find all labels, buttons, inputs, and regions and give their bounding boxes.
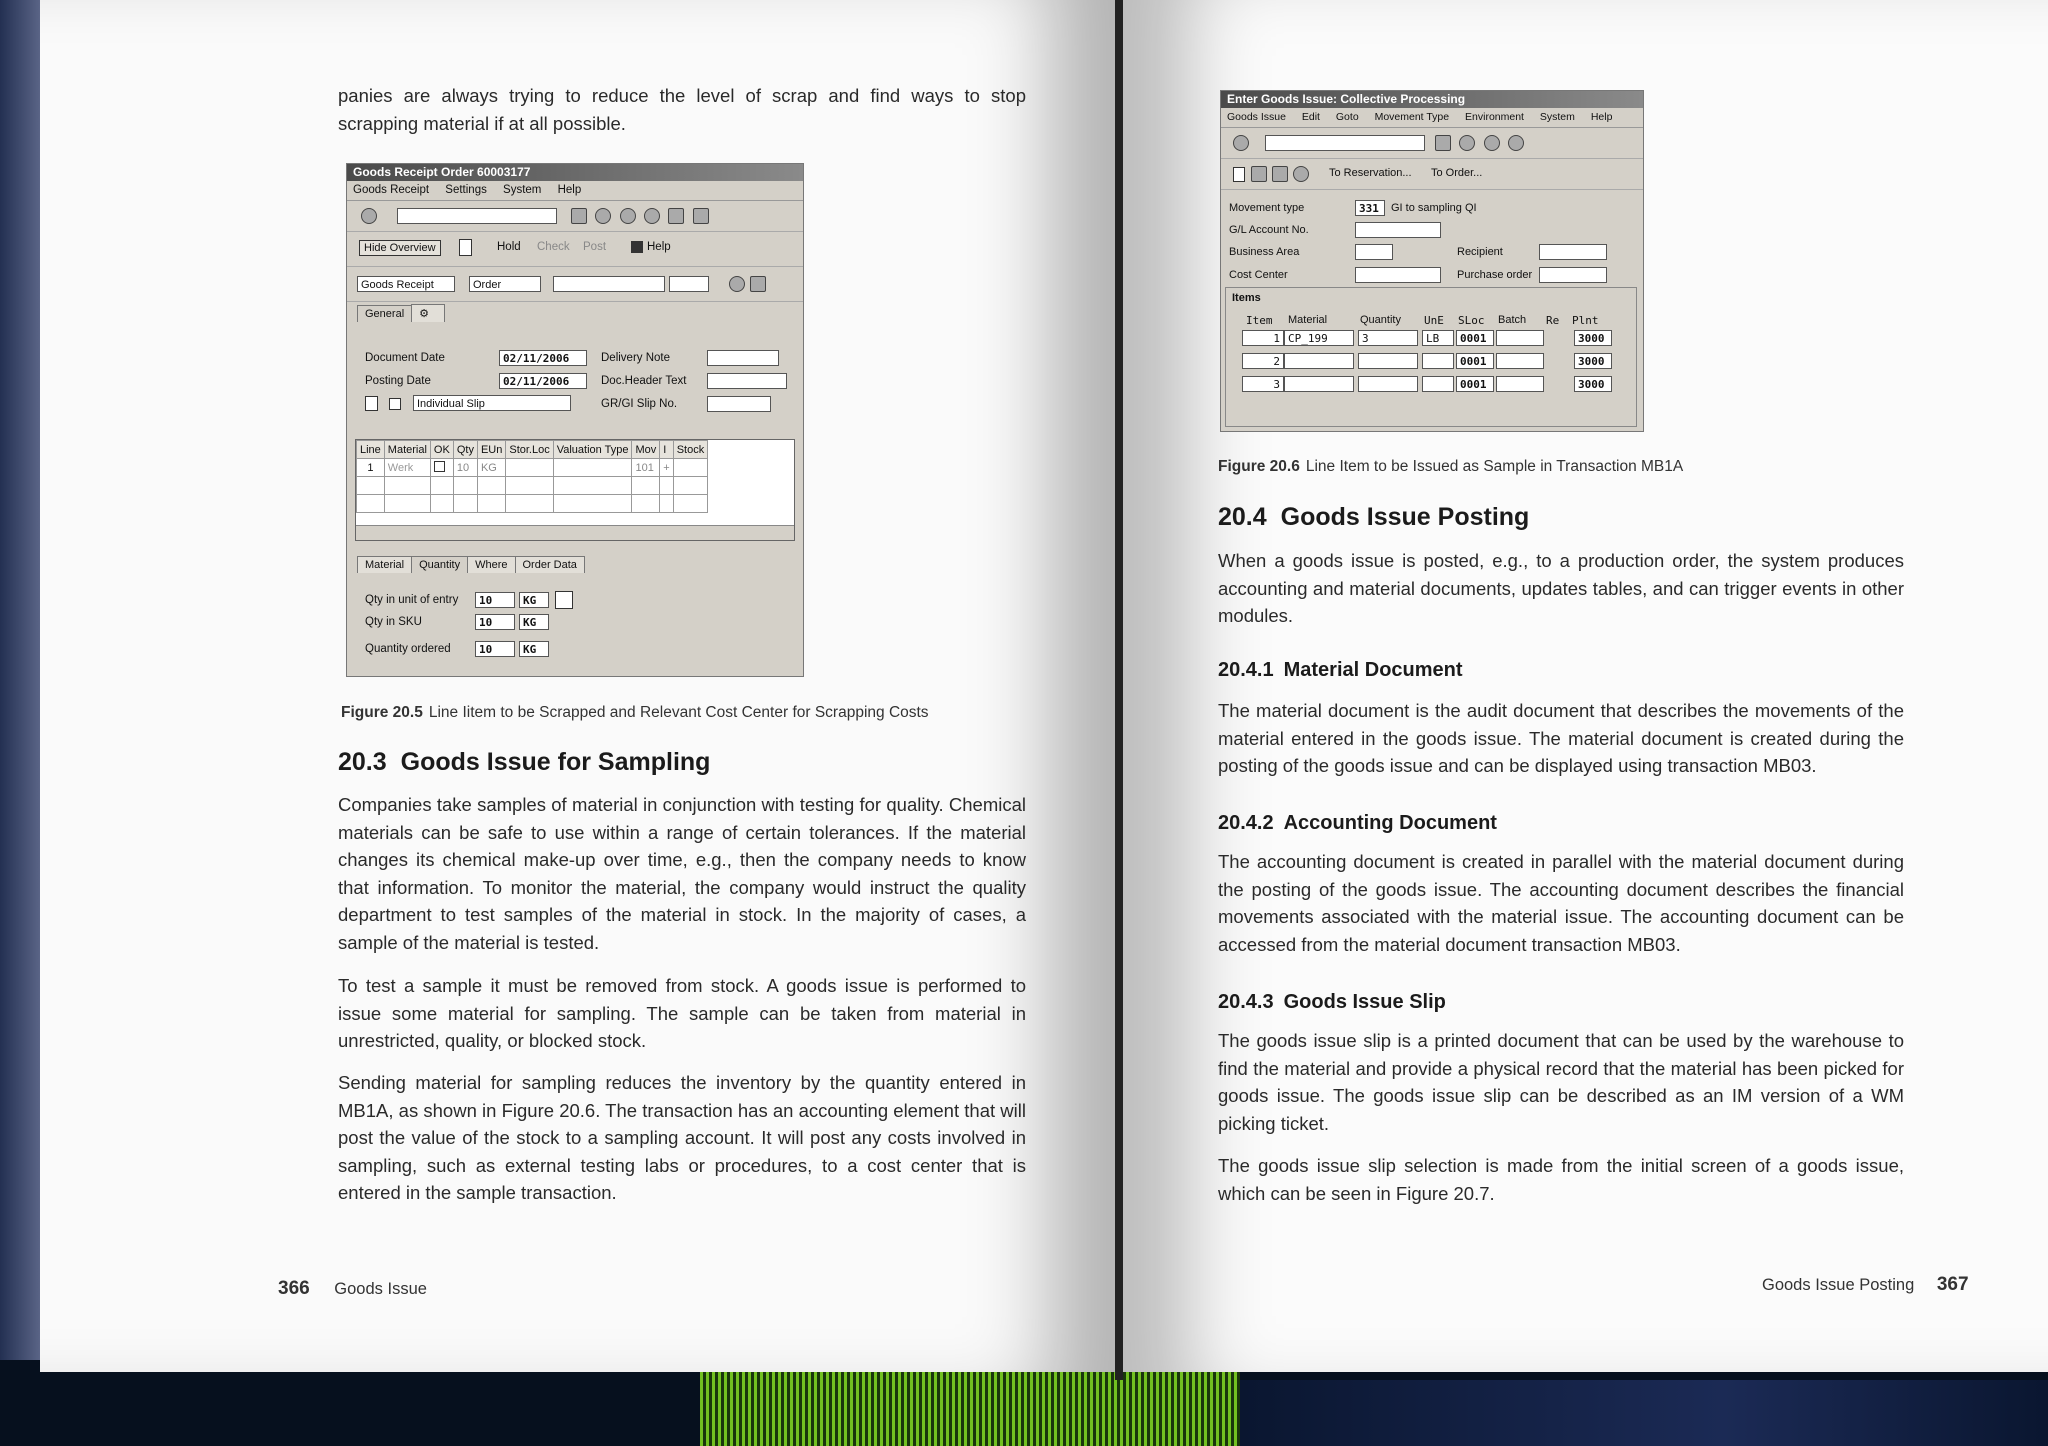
subsection-title: Material Document	[1283, 659, 1463, 681]
delivery-note-label: Delivery Note	[601, 352, 671, 364]
cell-material[interactable]: Werk	[384, 459, 430, 477]
table-header-row	[357, 441, 708, 459]
section-title: Goods Issue for Sampling	[400, 748, 711, 776]
menu-system[interactable]: System	[1539, 111, 1575, 123]
background-band	[1240, 1380, 2048, 1446]
item-material[interactable]	[1284, 353, 1354, 369]
section-heading-20-4	[1218, 503, 1529, 532]
paragraph: Companies take samples of material in conjunction with testing for quality. Chemical materials can be safe to use within a range of certain tolerances. If the material changes its chemical make-up over time, e.g., then the company needs to know that information. To monitor the material, the company would instruct the quality department to test samples of the material in stock. In the majority of cases, a sample of the material is tested.	[338, 794, 1026, 953]
item-number: 2	[1242, 353, 1284, 369]
movement-type-label: Movement type	[1229, 202, 1305, 214]
header-tabs	[357, 304, 444, 322]
book-edge	[0, 0, 40, 1372]
column-quantity: Quantity	[1360, 314, 1401, 326]
right-page-footer	[1762, 1274, 1969, 1296]
column-storloc: Stor.Loc	[506, 441, 553, 459]
item-une[interactable]	[1422, 353, 1454, 369]
item-batch[interactable]	[1496, 376, 1544, 392]
business-area-label: Business Area	[1229, 246, 1300, 258]
item-overview-table	[355, 439, 795, 541]
goods-receipt-screenshot	[346, 163, 804, 677]
command-field[interactable]	[1265, 135, 1425, 151]
print-icon[interactable]	[668, 208, 684, 224]
item-material[interactable]	[1284, 376, 1354, 392]
execute-icon[interactable]	[729, 276, 745, 292]
intro-paragraph: panies are always trying to reduce the level of scrap and find ways to stop scrapping material if at all possible.	[338, 85, 1026, 134]
book-gutter	[1115, 0, 1123, 1380]
subsection-heading-20-4-1	[1218, 659, 1463, 682]
tab-order-data[interactable]: Order Data	[515, 556, 585, 573]
purchase-order-field[interactable]	[1539, 267, 1607, 283]
window-title: Goods Receipt Order 60003177	[347, 164, 803, 181]
paragraph: To test a sample it must be removed from stock. A goods issue is performed to issue some material for sampling. The sample can be taken from material in unrestricted, quality, or blocked stock.	[338, 975, 1026, 1051]
menu-bar	[347, 181, 803, 201]
post-button[interactable]: Post	[583, 241, 607, 253]
cell-flag: +	[660, 459, 673, 477]
print-slip-icon	[365, 396, 378, 411]
cancel-icon[interactable]	[644, 208, 660, 224]
column-batch: Batch	[1498, 314, 1527, 326]
help-button[interactable]: Help	[647, 241, 671, 253]
item-quantity[interactable]	[1358, 353, 1418, 369]
qty-ordered-unit: KG	[519, 641, 549, 657]
menu-bar	[1221, 108, 1643, 128]
save-icon[interactable]	[1435, 135, 1451, 151]
standard-toolbar	[1221, 128, 1643, 159]
item-batch[interactable]	[1496, 330, 1544, 346]
doc-header-field[interactable]	[707, 373, 787, 389]
qty-sku-label: Qty in SKU	[365, 616, 422, 628]
tab-general[interactable]: General	[357, 305, 412, 322]
table-row	[357, 477, 708, 495]
posting-date-field[interactable]: 02/11/2006	[499, 373, 587, 389]
standard-toolbar	[347, 201, 803, 232]
item-quantity[interactable]: 3	[1358, 330, 1418, 346]
gl-account-field[interactable]	[1355, 222, 1441, 238]
new-document-icon[interactable]	[1233, 167, 1245, 182]
page-number: 366	[278, 1278, 310, 1299]
column-i: I	[660, 441, 673, 459]
column-stock: Stock	[673, 441, 708, 459]
exit-icon[interactable]	[620, 208, 636, 224]
figure-20-6-caption	[1218, 458, 1683, 476]
document-date-label: Document Date	[365, 352, 445, 364]
cell-line: 1	[357, 459, 385, 477]
caption-text: Line Item to be Issued as Sample in Transaction MB1A	[1305, 458, 1684, 475]
cell-qty[interactable]: 10	[453, 459, 477, 477]
check-button[interactable]: Check	[537, 241, 570, 253]
section-number: 20.3	[338, 748, 387, 776]
application-toolbar	[347, 232, 803, 267]
item-sloc[interactable]: 0001	[1456, 376, 1494, 392]
items-frame	[1225, 287, 1637, 427]
item-material[interactable]: CP_199	[1284, 330, 1354, 346]
unit-help-icon[interactable]	[555, 591, 573, 609]
column-re: Re	[1546, 314, 1560, 327]
item-quantity[interactable]	[1358, 376, 1418, 392]
cost-center-field[interactable]	[1355, 267, 1441, 283]
paragraph: Sending material for sampling reduces the inventory by the quantity entered in MB1A, as shown in Figure 20.6. The transaction has an accounting element that will post the value of the stock to a sampling account. It will post any costs involved in sampling, such as external testing labs or procedures, to a cost center that is entered in the sample transaction.	[338, 1072, 1026, 1203]
menu-settings[interactable]: Settings	[445, 184, 487, 196]
qty-entry-unit[interactable]: KG	[519, 592, 549, 608]
caption-text: Line Iitem to be Scrapped and Relevant Cost Center for Scrapping Costs	[428, 704, 929, 721]
reference-icon[interactable]	[1293, 166, 1309, 182]
cell-stock	[673, 459, 708, 477]
transaction-select[interactable]: Goods Receipt	[357, 276, 455, 292]
paragraph: The material document is the audit document that describes the movements of the material entered in the goods issue. The material document is created during the posting of the goods issue and can be displayed using transaction MB03.	[1218, 700, 1904, 776]
qty-entry-field[interactable]: 10	[475, 592, 515, 608]
column-item: Item	[1246, 314, 1273, 327]
item-sloc[interactable]: 0001	[1456, 353, 1494, 369]
enter-icon[interactable]	[361, 208, 377, 224]
subsection-number: 20.4.3	[1218, 991, 1274, 1013]
paragraph: The goods issue slip selection is made from the initial screen of a goods issue, which can be seen in Figure 20.7.	[1218, 1155, 1904, 1204]
item-number: 3	[1242, 376, 1284, 392]
column-mov: Mov	[632, 441, 660, 459]
purchase-order-label: Purchase order	[1457, 269, 1533, 281]
item-plnt[interactable]: 3000	[1574, 330, 1612, 346]
menu-help[interactable]: Help	[557, 184, 582, 196]
recipient-field[interactable]	[1539, 244, 1607, 260]
caption-label: Figure 20.5	[341, 704, 423, 721]
back-icon[interactable]	[595, 208, 611, 224]
paragraph: The accounting document is created in parallel with the material document during the posting of the goods issue. The accounting document describes the financial movements associated with the material issue. The accounting document can be accessed from the material document transaction MB03.	[1218, 851, 1904, 955]
tab-quantity[interactable]: Quantity	[411, 556, 468, 573]
section-heading-20-3	[338, 748, 710, 777]
delivery-note-field[interactable]	[707, 350, 779, 366]
tab-where[interactable]: Where	[467, 556, 515, 573]
item-number: 1	[1242, 330, 1284, 346]
paragraph: The goods issue slip is a printed document that can be used by the warehouse to find the material and provide a physical record that the material has been picked for goods issue. The goods issue slip can be described as an IM version of a WM picking ticket.	[1218, 1030, 1904, 1134]
slip-no-field[interactable]	[707, 396, 771, 412]
item-batch[interactable]	[1496, 353, 1544, 369]
caption-label: Figure 20.6	[1218, 458, 1300, 475]
cell-ok[interactable]	[430, 459, 453, 477]
person-icon[interactable]	[1251, 166, 1267, 182]
section-number: 20.4	[1218, 503, 1267, 531]
qty-entry-label: Qty in unit of entry	[365, 594, 459, 606]
hold-button[interactable]: Hold	[497, 241, 521, 253]
menu-system[interactable]: System	[503, 184, 542, 196]
detail-tabs	[357, 556, 584, 573]
background-stripes	[700, 1372, 1240, 1446]
recipient-label: Recipient	[1457, 246, 1503, 258]
subsection-number: 20.4.1	[1218, 659, 1274, 681]
running-head: Goods Issue	[334, 1280, 427, 1298]
cell-eun[interactable]: KG	[477, 459, 505, 477]
subsection-title: Goods Issue Slip	[1283, 991, 1446, 1013]
slip-type-select[interactable]: Individual Slip	[413, 395, 571, 411]
subsection-heading-20-4-2	[1218, 812, 1497, 835]
subsection-title: Accounting Document	[1283, 812, 1497, 834]
tab-material[interactable]: Material	[357, 556, 412, 573]
selection-bar	[347, 267, 803, 302]
goods-issue-screenshot	[1220, 90, 1644, 432]
column-qty: Qty	[453, 441, 477, 459]
gl-account-label: G/L Account No.	[1229, 224, 1309, 236]
item-une[interactable]	[1422, 376, 1454, 392]
enter-icon[interactable]	[1233, 135, 1249, 151]
menu-movement-type[interactable]: Movement Type	[1374, 111, 1450, 123]
column-line: Line	[357, 441, 385, 459]
running-head: Goods Issue Posting	[1762, 1276, 1915, 1294]
new-document-icon[interactable]	[459, 239, 472, 256]
cell-valuation[interactable]	[553, 459, 632, 477]
doc-header-label: Doc.Header Text	[601, 375, 687, 387]
menu-help[interactable]: Help	[1590, 111, 1613, 123]
menu-goto[interactable]: Goto	[1335, 111, 1359, 123]
to-reservation-button[interactable]: To Reservation...	[1329, 167, 1412, 179]
find-icon[interactable]	[693, 208, 709, 224]
to-order-button[interactable]: To Order...	[1431, 167, 1483, 179]
save-icon[interactable]	[571, 208, 587, 224]
qty-sku-unit: KG	[519, 614, 549, 630]
table-row	[357, 495, 708, 513]
copy-icon[interactable]	[1272, 166, 1288, 182]
table-row[interactable]	[357, 459, 708, 477]
menu-edit[interactable]: Edit	[1301, 111, 1320, 123]
items-label: Items	[1232, 292, 1261, 304]
back-icon[interactable]	[1459, 135, 1475, 151]
menu-environment[interactable]: Environment	[1465, 111, 1524, 123]
cell-mov: 101	[632, 459, 660, 477]
column-ok: OK	[430, 441, 453, 459]
business-area-field[interactable]	[1355, 244, 1393, 260]
cost-center-label: Cost Center	[1229, 269, 1288, 281]
qty-sku-field: 10	[475, 614, 515, 630]
item-plnt[interactable]: 3000	[1574, 353, 1612, 369]
movement-type-text: GI to sampling QI	[1391, 202, 1477, 214]
tab-partner[interactable]: ⚙	[411, 304, 445, 322]
posting-date-label: Posting Date	[365, 375, 431, 387]
column-plnt: Plnt	[1572, 314, 1599, 327]
qty-ordered-label: Quantity ordered	[365, 643, 451, 655]
order-item-field[interactable]	[669, 276, 709, 292]
column-eun: EUn	[477, 441, 505, 459]
search-help-icon[interactable]	[750, 276, 766, 292]
exit-icon[interactable]	[1484, 135, 1500, 151]
section-title: Goods Issue Posting	[1280, 503, 1530, 531]
print-checkbox[interactable]	[389, 398, 401, 410]
column-une: UnE	[1424, 314, 1444, 327]
reference-select[interactable]: Order	[469, 276, 541, 292]
window-title: Enter Goods Issue: Collective Processing	[1221, 91, 1643, 108]
column-material: Material	[1288, 314, 1328, 326]
figure-20-5-caption	[341, 704, 929, 722]
item-une[interactable]: LB	[1422, 330, 1454, 346]
order-number-field[interactable]	[553, 276, 665, 292]
help-icon	[631, 241, 643, 253]
command-field[interactable]	[397, 208, 557, 224]
menu-goods-issue[interactable]: Goods Issue	[1227, 111, 1286, 123]
column-sloc: SLoc	[1458, 314, 1485, 327]
cancel-icon[interactable]	[1508, 135, 1524, 151]
paragraph: When a goods issue is posted, e.g., to a production order, the system produces accounting and material documents, updates tables, and can trigger events in other modules.	[1218, 550, 1904, 626]
cell-storloc[interactable]	[506, 459, 553, 477]
column-material: Material	[384, 441, 430, 459]
subsection-number: 20.4.2	[1218, 812, 1274, 834]
application-toolbar	[1221, 159, 1643, 190]
column-valuation-type: Valuation Type	[553, 441, 632, 459]
hide-overview-button[interactable]: Hide Overview	[359, 240, 441, 256]
item-sloc[interactable]: 0001	[1456, 330, 1494, 346]
slip-no-label: GR/GI Slip No.	[601, 398, 678, 410]
horizontal-scrollbar[interactable]	[356, 525, 794, 540]
menu-goods-receipt[interactable]: Goods Receipt	[353, 184, 430, 196]
left-page-footer	[278, 1278, 427, 1300]
document-date-field[interactable]: 02/11/2006	[499, 350, 587, 366]
page-number: 367	[1936, 1274, 1969, 1295]
qty-ordered-field: 10	[475, 641, 515, 657]
subsection-heading-20-4-3	[1218, 991, 1446, 1014]
item-plnt[interactable]: 3000	[1574, 376, 1612, 392]
movement-type-field[interactable]: 331	[1355, 200, 1385, 216]
